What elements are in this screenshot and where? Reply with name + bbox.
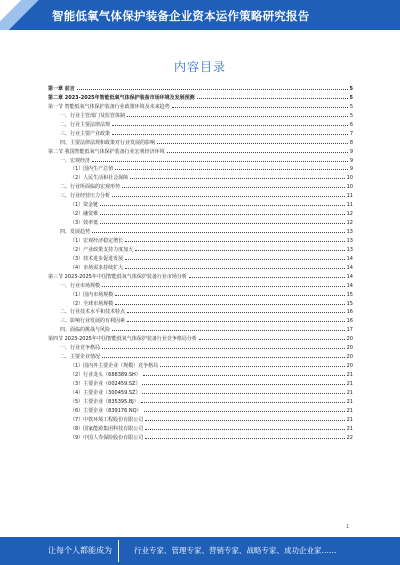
toc-entry[interactable] — [48, 120, 353, 129]
toc-page-number: 13 — [346, 229, 353, 235]
toc-page-number: 9 — [349, 148, 353, 155]
toc-leader-dots — [142, 379, 344, 385]
toc-entry-text: （1）资金链 — [70, 202, 99, 209]
toc-page-number: 20 — [346, 354, 353, 361]
toc-entry-text: 二、行业技术水平和技术特点 — [60, 309, 126, 316]
toc-entry-text: （5）主要企业（835395.BJ） — [70, 398, 139, 405]
report-title: 智能低氧气体保护装备企业资本运作策略研究报告 — [52, 9, 310, 23]
toc-page-number: 20 — [346, 336, 353, 343]
toc-leader-dots — [145, 424, 344, 430]
toc-leader-dots — [122, 182, 345, 188]
toc-leader-dots — [143, 370, 345, 376]
toc-entry[interactable] — [48, 173, 353, 182]
toc-entry-text: 三、影响行业发展的有利因素 — [60, 318, 126, 325]
page-number: 1 — [346, 524, 350, 530]
toc-leader-dots — [92, 156, 348, 162]
toc-page-number: 13 — [346, 237, 353, 244]
toc-entry[interactable] — [48, 352, 353, 361]
toc-page-number: 16 — [346, 309, 353, 316]
toc-entry-text: 一、行业主管部门及监管体制 — [60, 112, 126, 119]
toc-leader-dots — [127, 111, 348, 117]
toc-entry[interactable] — [48, 290, 353, 299]
toc-entry[interactable] — [48, 236, 353, 245]
toc-entry[interactable] — [48, 343, 353, 352]
toc-entry[interactable] — [48, 191, 353, 200]
toc-page-number: 8 — [349, 139, 353, 146]
footer-divider — [118, 540, 119, 562]
toc-entry[interactable] — [48, 156, 353, 165]
toc-entry-text: （1）宏观经济稳定增长 — [70, 237, 124, 244]
toc-page-number: 22 — [346, 434, 353, 441]
toc-page-number: 15 — [346, 291, 353, 298]
toc-entry[interactable] — [48, 164, 353, 173]
toc-entry-text: 四、发展趋势 — [60, 229, 91, 235]
toc-entry-text: 一、行业市场规模 — [60, 282, 101, 289]
toc-entry-text: 一、行业竞争格局 — [60, 345, 101, 352]
toc-leader-dots — [127, 307, 345, 313]
toc-page-number: 7 — [349, 130, 353, 137]
toc-leader-dots — [142, 388, 344, 394]
toc-leader-dots — [115, 290, 344, 296]
toc-leader-dots — [100, 200, 344, 206]
footer-slogan-right: 行业专家、管理专家、营销专家、战略专家、成功企业家…… — [134, 546, 337, 555]
report-footer — [0, 537, 400, 565]
toc-page-number: 5 — [349, 103, 353, 110]
toc-entry[interactable] — [48, 424, 353, 433]
toc-entry-text: 第三节 2023-2025年中国智能低氧气体保护装备行业市场分析 — [48, 273, 187, 280]
toc-entry-text: 四、面临的挑战与风险 — [60, 327, 111, 334]
toc-page-number: 14 — [346, 264, 353, 271]
toc-entry-text: 第四节 2023-2025年中国智能低氧气体保护装备行业竞争格局分析 — [48, 336, 197, 343]
toc-entry[interactable] — [48, 254, 353, 263]
header-decoration — [0, 0, 40, 30]
toc-entry-text: （9）中国人寿保险股份有限公司 — [70, 434, 144, 441]
toc-leader-dots — [125, 254, 344, 260]
toc-entry[interactable] — [48, 227, 353, 236]
toc-entry-text: 二、行业所面临的宏观形势 — [60, 184, 121, 191]
toc-entry[interactable] — [48, 307, 353, 316]
toc-entry-text: （2）行业龙头（688389.SH） — [70, 372, 141, 378]
toc-entry[interactable] — [48, 379, 353, 388]
toc-leader-dots — [127, 316, 345, 322]
toc-leader-dots — [157, 138, 348, 144]
toc-entry[interactable] — [48, 325, 353, 334]
toc-entry-text: （1）国内生产总值 — [70, 166, 114, 173]
toc-entry[interactable] — [48, 281, 353, 290]
toc-page-number: 13 — [346, 246, 353, 253]
toc-leader-dots — [189, 272, 345, 278]
toc-leader-dots — [172, 102, 348, 108]
toc-entry-text: 三、行业主要产业政策 — [60, 130, 111, 137]
toc-page-number: 16 — [346, 318, 353, 325]
toc-leader-dots — [112, 191, 345, 197]
toc-entry[interactable] — [48, 129, 353, 138]
toc-heading: 内容目录 — [173, 60, 226, 74]
toc-page-number: 10 — [346, 184, 353, 191]
toc-entry[interactable] — [48, 370, 353, 379]
toc-leader-dots — [130, 173, 344, 179]
toc-page-number: 21 — [346, 389, 353, 396]
toc-page-number: 21 — [346, 407, 353, 414]
toc-entry[interactable] — [48, 361, 353, 370]
toc-leader-dots — [141, 397, 345, 403]
toc-entry-text: 第二章 2023-2025年智能低氧气体保护装备市场环境及发展预测 — [48, 94, 195, 101]
toc-page-number: 15 — [346, 300, 353, 307]
toc-page-number: 14 — [346, 273, 353, 280]
toc-leader-dots — [160, 361, 344, 367]
toc-leader-dots — [100, 209, 344, 215]
toc-entry[interactable] — [48, 93, 353, 102]
toc-page-number: 9 — [349, 157, 353, 164]
toc-leader-dots — [144, 406, 345, 412]
toc-entry-text: 第一节 智能低氧气体保护装备行业政策环境及未来趋势 — [48, 103, 170, 110]
toc-entry-text: 一、宏观经济 — [60, 157, 91, 164]
toc-entry[interactable] — [48, 406, 353, 415]
toc-leader-dots — [145, 433, 344, 439]
toc-leader-dots — [115, 299, 344, 305]
toc-entry[interactable] — [48, 84, 353, 93]
toc-entry-text: （6）主要企业（839176.NQ） — [70, 407, 142, 414]
toc-entry-text: （3）主要企业（002459.SZ） — [70, 380, 141, 387]
toc-entry-text: 二、主要企业情况 — [60, 354, 101, 361]
toc-entry-text: （3）技术进步促进发展 — [70, 255, 124, 262]
toc-page-number: 21 — [346, 416, 353, 423]
toc-entry[interactable] — [48, 272, 353, 281]
toc-leader-dots — [77, 84, 348, 90]
toc-entry-text: （1）国内市场规模 — [70, 291, 114, 298]
toc-leader-dots — [102, 343, 345, 349]
toc-page-number: 10 — [346, 175, 353, 182]
toc-entry[interactable] — [48, 209, 353, 218]
toc-entry-text: （8）国家能源集团科技有限公司 — [70, 425, 144, 432]
toc-entry-text: （2）人民生活和社会保障 — [70, 175, 129, 182]
toc-leader-dots — [135, 245, 344, 251]
toc-entry-text: （7）中铁环境工程股份有限公司 — [70, 416, 144, 423]
toc-page-number: 11 — [346, 193, 353, 200]
toc-leader-dots — [197, 93, 348, 99]
toc-page-number: 14 — [346, 282, 353, 289]
toc-page-number: 20 — [346, 363, 353, 370]
toc-leader-dots — [167, 147, 348, 153]
toc-entry[interactable] — [48, 138, 353, 147]
toc-entry-text: 四、主要法律法规和政策对行业发展的影响 — [60, 139, 156, 146]
toc-entry-text: （2）全球市场规模 — [70, 300, 114, 307]
toc-page-number: 12 — [346, 211, 353, 218]
toc-page-number: 5 — [349, 112, 353, 119]
toc-entry[interactable] — [48, 200, 353, 209]
toc-entry[interactable] — [48, 218, 353, 227]
toc-entry-text: （4）市场需求持续扩大 — [70, 264, 124, 271]
toc-page-number: 21 — [346, 398, 353, 405]
toc-entry-text: 三、行业经营压力分析 — [60, 193, 111, 200]
toc-page-number: 14 — [346, 255, 353, 262]
toc-entry-text: （2）产业政策支持力度加大 — [70, 246, 134, 253]
toc-leader-dots — [199, 334, 345, 340]
toc-page-number: 17 — [346, 327, 353, 334]
toc-leader-dots — [125, 263, 344, 269]
toc-page-number: 11 — [346, 202, 353, 209]
toc-entry[interactable] — [48, 111, 353, 120]
toc-leader-dots — [102, 352, 345, 358]
toc-entry[interactable] — [48, 102, 353, 111]
toc-page-number: 21 — [346, 425, 353, 432]
toc-page-number: 12 — [346, 220, 353, 227]
toc-entry-text: 二、行业主要法律法规 — [60, 121, 111, 128]
toc-leader-dots — [112, 325, 345, 331]
toc-entry[interactable] — [48, 433, 353, 442]
toc-page-number: 21 — [346, 372, 353, 378]
toc-entry-text: （2）融资难 — [70, 211, 99, 218]
toc-entry-text: （3）效率低 — [70, 220, 99, 227]
toc-leader-dots — [102, 281, 345, 287]
toc-page-number: 20 — [346, 345, 353, 352]
toc-leader-dots — [100, 218, 344, 224]
toc-entry-text: （1）国内外主要企业（规模）竞争格局 — [70, 363, 159, 370]
toc-entry[interactable] — [48, 182, 353, 191]
toc-page-number: 6 — [349, 121, 353, 128]
table-of-contents — [48, 84, 353, 442]
toc-entry[interactable] — [48, 147, 353, 156]
toc-leader-dots — [112, 129, 348, 135]
footer-slogan-left: 让每个人都能成为 — [48, 546, 112, 555]
toc-page-number: 9 — [349, 166, 353, 173]
toc-page-number: 5 — [349, 94, 353, 101]
toc-entry[interactable] — [48, 299, 353, 308]
toc-page-number: 5 — [349, 86, 353, 92]
toc-entry[interactable] — [48, 334, 353, 343]
toc-leader-dots — [92, 227, 345, 233]
toc-leader-dots — [115, 164, 348, 170]
toc-entry[interactable] — [48, 415, 353, 424]
toc-entry-text: 第二节 我国智能低氧气体保护装备行业宏观经济环境 — [48, 148, 165, 155]
toc-entry[interactable] — [48, 245, 353, 254]
toc-entry-text: （4）主要企业（300459.SZ） — [70, 389, 141, 396]
toc-page-number: 21 — [346, 380, 353, 387]
toc-entry-text: 第一章 前言 — [48, 86, 75, 92]
toc-leader-dots — [112, 120, 348, 126]
toc-entry[interactable] — [48, 263, 353, 272]
toc-leader-dots — [125, 236, 344, 242]
toc-leader-dots — [145, 415, 344, 421]
toc-entry[interactable] — [48, 388, 353, 397]
toc-entry[interactable] — [48, 397, 353, 406]
report-header — [0, 0, 400, 30]
toc-entry[interactable] — [48, 316, 353, 325]
